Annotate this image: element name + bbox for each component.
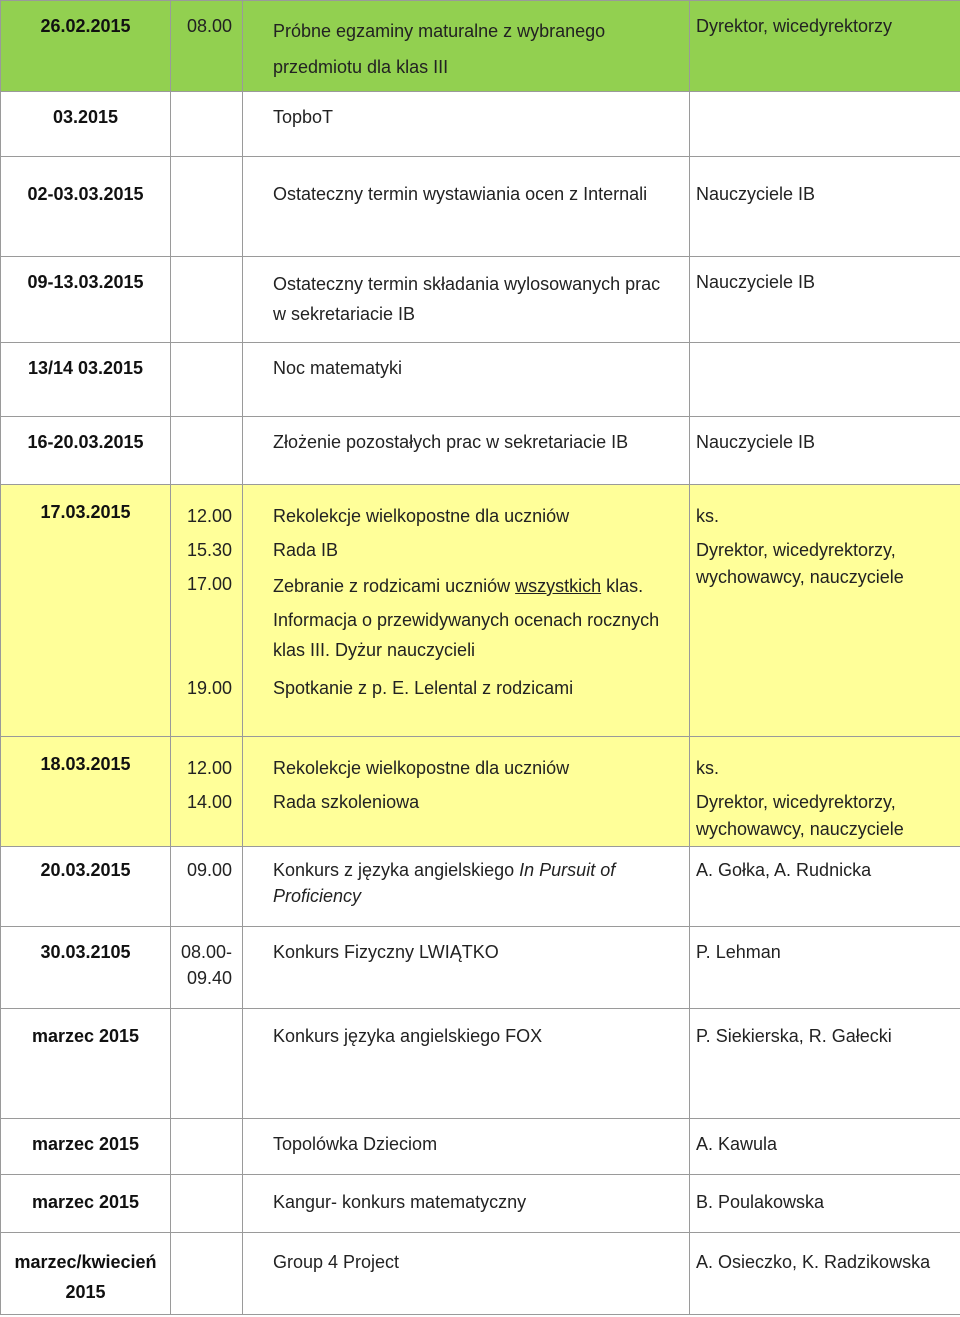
date-cell: 30.03.2105: [1, 927, 171, 1009]
time-cell: 12.00 14.00: [171, 737, 243, 847]
table-row: [1, 157, 960, 257]
table-row: [1, 92, 960, 157]
event-cell: Ostateczny termin wystawiania ocen z Internali: [243, 157, 690, 257]
event-cell: Rekolekcje wielkopostne dla uczniów Rada szkoleniowa: [243, 737, 690, 847]
responsible-cell: [690, 92, 960, 157]
table-row: [1, 1119, 960, 1175]
date-cell: 20.03.2015: [1, 847, 171, 927]
time-cell: [171, 157, 243, 257]
date-cell: 09-13.03.2015: [1, 257, 171, 343]
responsible-cell: B. Poulakowska: [690, 1175, 960, 1233]
table-row: [1, 1, 960, 92]
responsible-cell: Dyrektor, wicedyrektorzy: [690, 1, 960, 92]
event-cell: Topolówka Dzieciom: [243, 1119, 690, 1175]
date-cell: 03.2015: [1, 92, 171, 157]
event-cell: Group 4 Project: [243, 1233, 690, 1315]
time-cell: [171, 1119, 243, 1175]
time-cell: 08.00: [171, 1, 243, 92]
event-cell: Złożenie pozostałych prac w sekretariacie IB: [243, 417, 690, 485]
responsible-cell: ks. Dyrektor, wicedyrektorzy, wychowawcy, nauczyciele: [690, 485, 960, 737]
event-cell: Ostateczny termin składania wylosowanych prac w sekretariacie IB: [243, 257, 690, 343]
meeting-line: Zebranie z rodzicami uczniów wszystkich klas.: [273, 576, 644, 596]
event-cell: Kangur- konkurs matematyczny: [243, 1175, 690, 1233]
time-cell: [171, 257, 243, 343]
responsible-cell: Nauczyciele IB: [690, 257, 960, 343]
time-cell: [171, 417, 243, 485]
table-row: [1, 847, 960, 927]
table-row: [1, 1233, 960, 1315]
date-cell: marzec 2015: [1, 1009, 171, 1119]
event-cell: Konkurs z języka angielskiego In Pursuit of Proficiency: [243, 847, 690, 927]
date-cell: 17.03.2015: [1, 485, 171, 737]
table-row: [1, 1009, 960, 1119]
event-cell: Rekolekcje wielkopostne dla uczniów Rada IB Zebranie z rodzicami uczniów wszystkich klas. Informacja o przewidywanych ocenach rocznych klas III. Dyżur nauczycieli Spotkanie z p. E. Lelental z rodzicami: [243, 485, 690, 737]
responsible-cell: A. Osieczko, K. Radzikowska: [690, 1233, 960, 1315]
responsible-cell: A. Kawula: [690, 1119, 960, 1175]
date-cell: 18.03.2015: [1, 737, 171, 847]
table-row: [1, 1175, 960, 1233]
date-cell: marzec/kwiecień 2015: [1, 1233, 171, 1315]
responsible-cell: Nauczyciele IB: [690, 417, 960, 485]
time-cell: 09.00: [171, 847, 243, 927]
date-cell: 16-20.03.2015: [1, 417, 171, 485]
event-cell: Konkurs Fizyczny LWIĄTKO: [243, 927, 690, 1009]
responsible-cell: Nauczyciele IB: [690, 157, 960, 257]
responsible-cell: P. Siekierska, R. Gałecki: [690, 1009, 960, 1119]
table-row: [1, 737, 960, 847]
time-cell: [171, 1009, 243, 1119]
table-row: [1, 257, 960, 343]
time-cell: [171, 1175, 243, 1233]
time-cell: [171, 343, 243, 417]
event-cell: Próbne egzaminy maturalne z wybranego przedmiotu dla klas III: [243, 1, 690, 92]
time-cell: [171, 1233, 243, 1315]
responsible-cell: ks. Dyrektor, wicedyrektorzy, wychowawcy, nauczyciele: [690, 737, 960, 847]
date-cell: 13/14 03.2015: [1, 343, 171, 417]
table-row: [1, 343, 960, 417]
event-cell: Konkurs języka angielskiego FOX: [243, 1009, 690, 1119]
responsible-cell: P. Lehman: [690, 927, 960, 1009]
time-cell: [171, 92, 243, 157]
date-cell: 02-03.03.2015: [1, 157, 171, 257]
event-cell: TopboT: [243, 92, 690, 157]
event-cell: Noc matematyki: [243, 343, 690, 417]
date-cell: marzec 2015: [1, 1175, 171, 1233]
time-cell: 08.00- 09.40: [171, 927, 243, 1009]
date-cell: marzec 2015: [1, 1119, 171, 1175]
table-row: [1, 485, 960, 737]
responsible-cell: A. Gołka, A. Rudnicka: [690, 847, 960, 927]
responsible-cell: [690, 343, 960, 417]
time-cell: 12.00 15.30 17.00 19.00: [171, 485, 243, 737]
table-row: [1, 417, 960, 485]
date-cell: 26.02.2015: [1, 1, 171, 92]
table-row: [1, 927, 960, 1009]
